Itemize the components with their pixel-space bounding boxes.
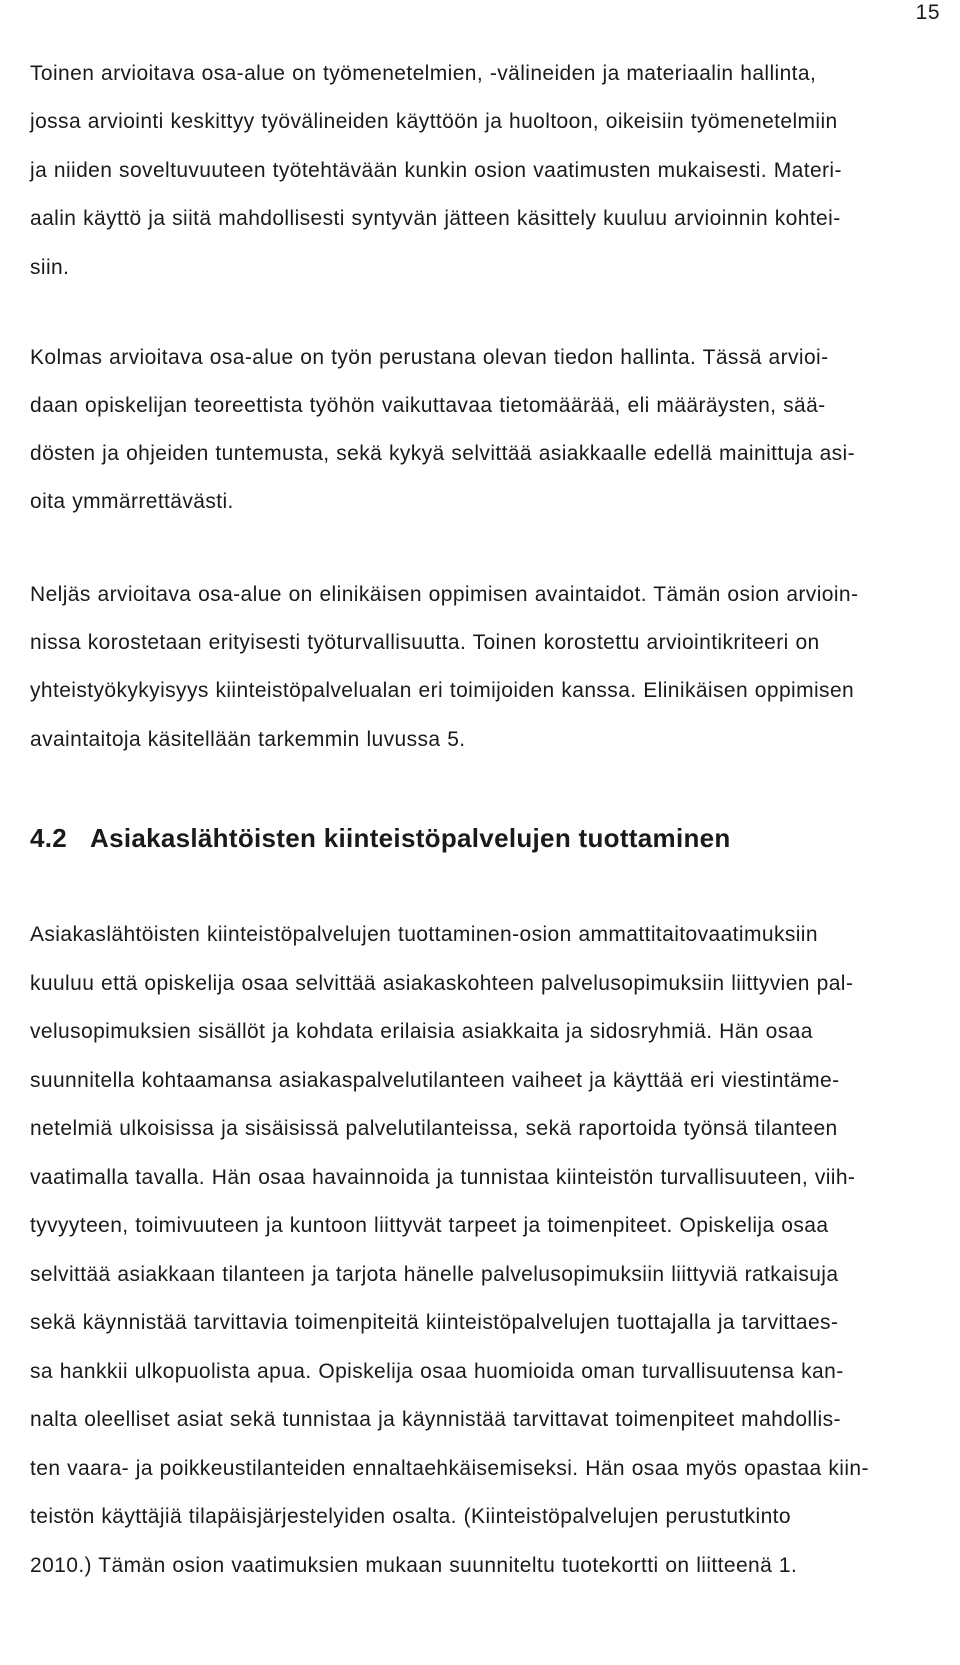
text-line: daan opiskelijan teoreettista työhön vaikuttavaa tietomäärää, eli määräysten, sää- bbox=[30, 394, 826, 417]
text-line: suunnitella kohtaamansa asiakaspalvelutilanteen vaiheet ja käyttää eri viestintäme- bbox=[30, 1069, 840, 1092]
text-line: siin. bbox=[30, 256, 70, 279]
text-line: netelmiä ulkoisissa ja sisäisissä palvelutilanteissa, sekä raportoida työnsä tilanteen bbox=[30, 1117, 838, 1140]
text-line: 2010.) Tämän osion vaatimuksien mukaan suunniteltu tuotekortti on liitteenä 1. bbox=[30, 1554, 798, 1577]
text-line: selvittää asiakkaan tilanteen ja tarjota hänelle palvelusopimuksiin liittyviä ratkaisuja bbox=[30, 1263, 839, 1286]
text-line: nissa korostetaan erityisesti työturvallisuutta. Toinen korostettu arviointikriteeri on bbox=[30, 631, 820, 654]
text-line: velusopimuksien sisällöt ja kohdata erilaisia asiakkaita ja sidosryhmiä. Hän osaa bbox=[30, 1020, 813, 1043]
text-line: nalta oleelliset asiat sekä tunnistaa ja käynnistää tarvittavat toimenpiteet mahdollis- bbox=[30, 1408, 841, 1431]
text-line: tyvyyteen, toimivuuteen ja kuntoon liittyvät tarpeet ja toimenpiteet. Opiskelija osaa bbox=[30, 1214, 829, 1237]
text-line: oita ymmärrettävästi. bbox=[30, 490, 234, 513]
text-line: kuuluu että opiskelija osaa selvittää asiakaskohteen palvelusopimuksiin liittyvien pal- bbox=[30, 972, 854, 995]
text-line: sekä käynnistää tarvittavia toimenpiteitä kiinteistöpalvelujen tuottajalla ja tarvittaes- bbox=[30, 1311, 839, 1334]
text-line: Kolmas arvioitava osa-alue on työn perustana olevan tiedon hallinta. Tässä arvioi- bbox=[30, 346, 829, 369]
section-heading bbox=[30, 821, 731, 855]
text-line: sa hankkii ulkopuolista apua. Opiskelija osaa huomioida oman turvallisuutensa kan- bbox=[30, 1360, 844, 1383]
text-line: aalin käyttö ja siitä mahdollisesti syntyvän jätteen käsittely kuuluu arvioinnin kohtei- bbox=[30, 207, 841, 230]
text-line: teistön käyttäjiä tilapäisjärjestelyiden osalta. (Kiinteistöpalvelujen perustutkinto bbox=[30, 1505, 791, 1528]
text-line: dösten ja ohjeiden tuntemusta, sekä kykyä selvittää asiakkaalle edellä mainittuja asi- bbox=[30, 442, 856, 465]
text-line: Toinen arvioitava osa-alue on työmenetelmien, -välineiden ja materiaalin hallinta, bbox=[30, 62, 817, 85]
text-line: avaintaitoja käsitellään tarkemmin luvussa 5. bbox=[30, 728, 466, 751]
text-line: ten vaara- ja poikkeustilanteiden ennaltaehkäisemiseksi. Hän osaa myös opastaa kiin- bbox=[30, 1457, 869, 1480]
text-line: yhteistyökykyisyys kiinteistöpalvelualan eri toimijoiden kanssa. Elinikäisen oppimisen bbox=[30, 679, 855, 702]
text-line: jossa arviointi keskittyy työvälineiden käyttöön ja huoltoon, oikeisiin työmenetelmiin bbox=[30, 110, 838, 133]
text-line: vaatimalla tavalla. Hän osaa havainnoida ja tunnistaa kiinteistön turvallisuuteen, viih- bbox=[30, 1166, 856, 1189]
section-number: 4.2 bbox=[30, 823, 68, 853]
text-line: Asiakaslähtöisten kiinteistöpalvelujen tuottaminen-osion ammattitaitovaatimuksiin bbox=[30, 923, 818, 946]
section-title: Asiakaslähtöisten kiinteistöpalvelujen tuottaminen bbox=[90, 823, 731, 853]
text-line: ja niiden soveltuvuuteen työtehtävään kunkin osion vaatimusten mukaisesti. Materi- bbox=[30, 159, 842, 182]
page-number: 15 bbox=[915, 1, 940, 24]
text-line: Neljäs arvioitava osa-alue on elinikäisen oppimisen avaintaidot. Tämän osion arvioin- bbox=[30, 583, 859, 606]
